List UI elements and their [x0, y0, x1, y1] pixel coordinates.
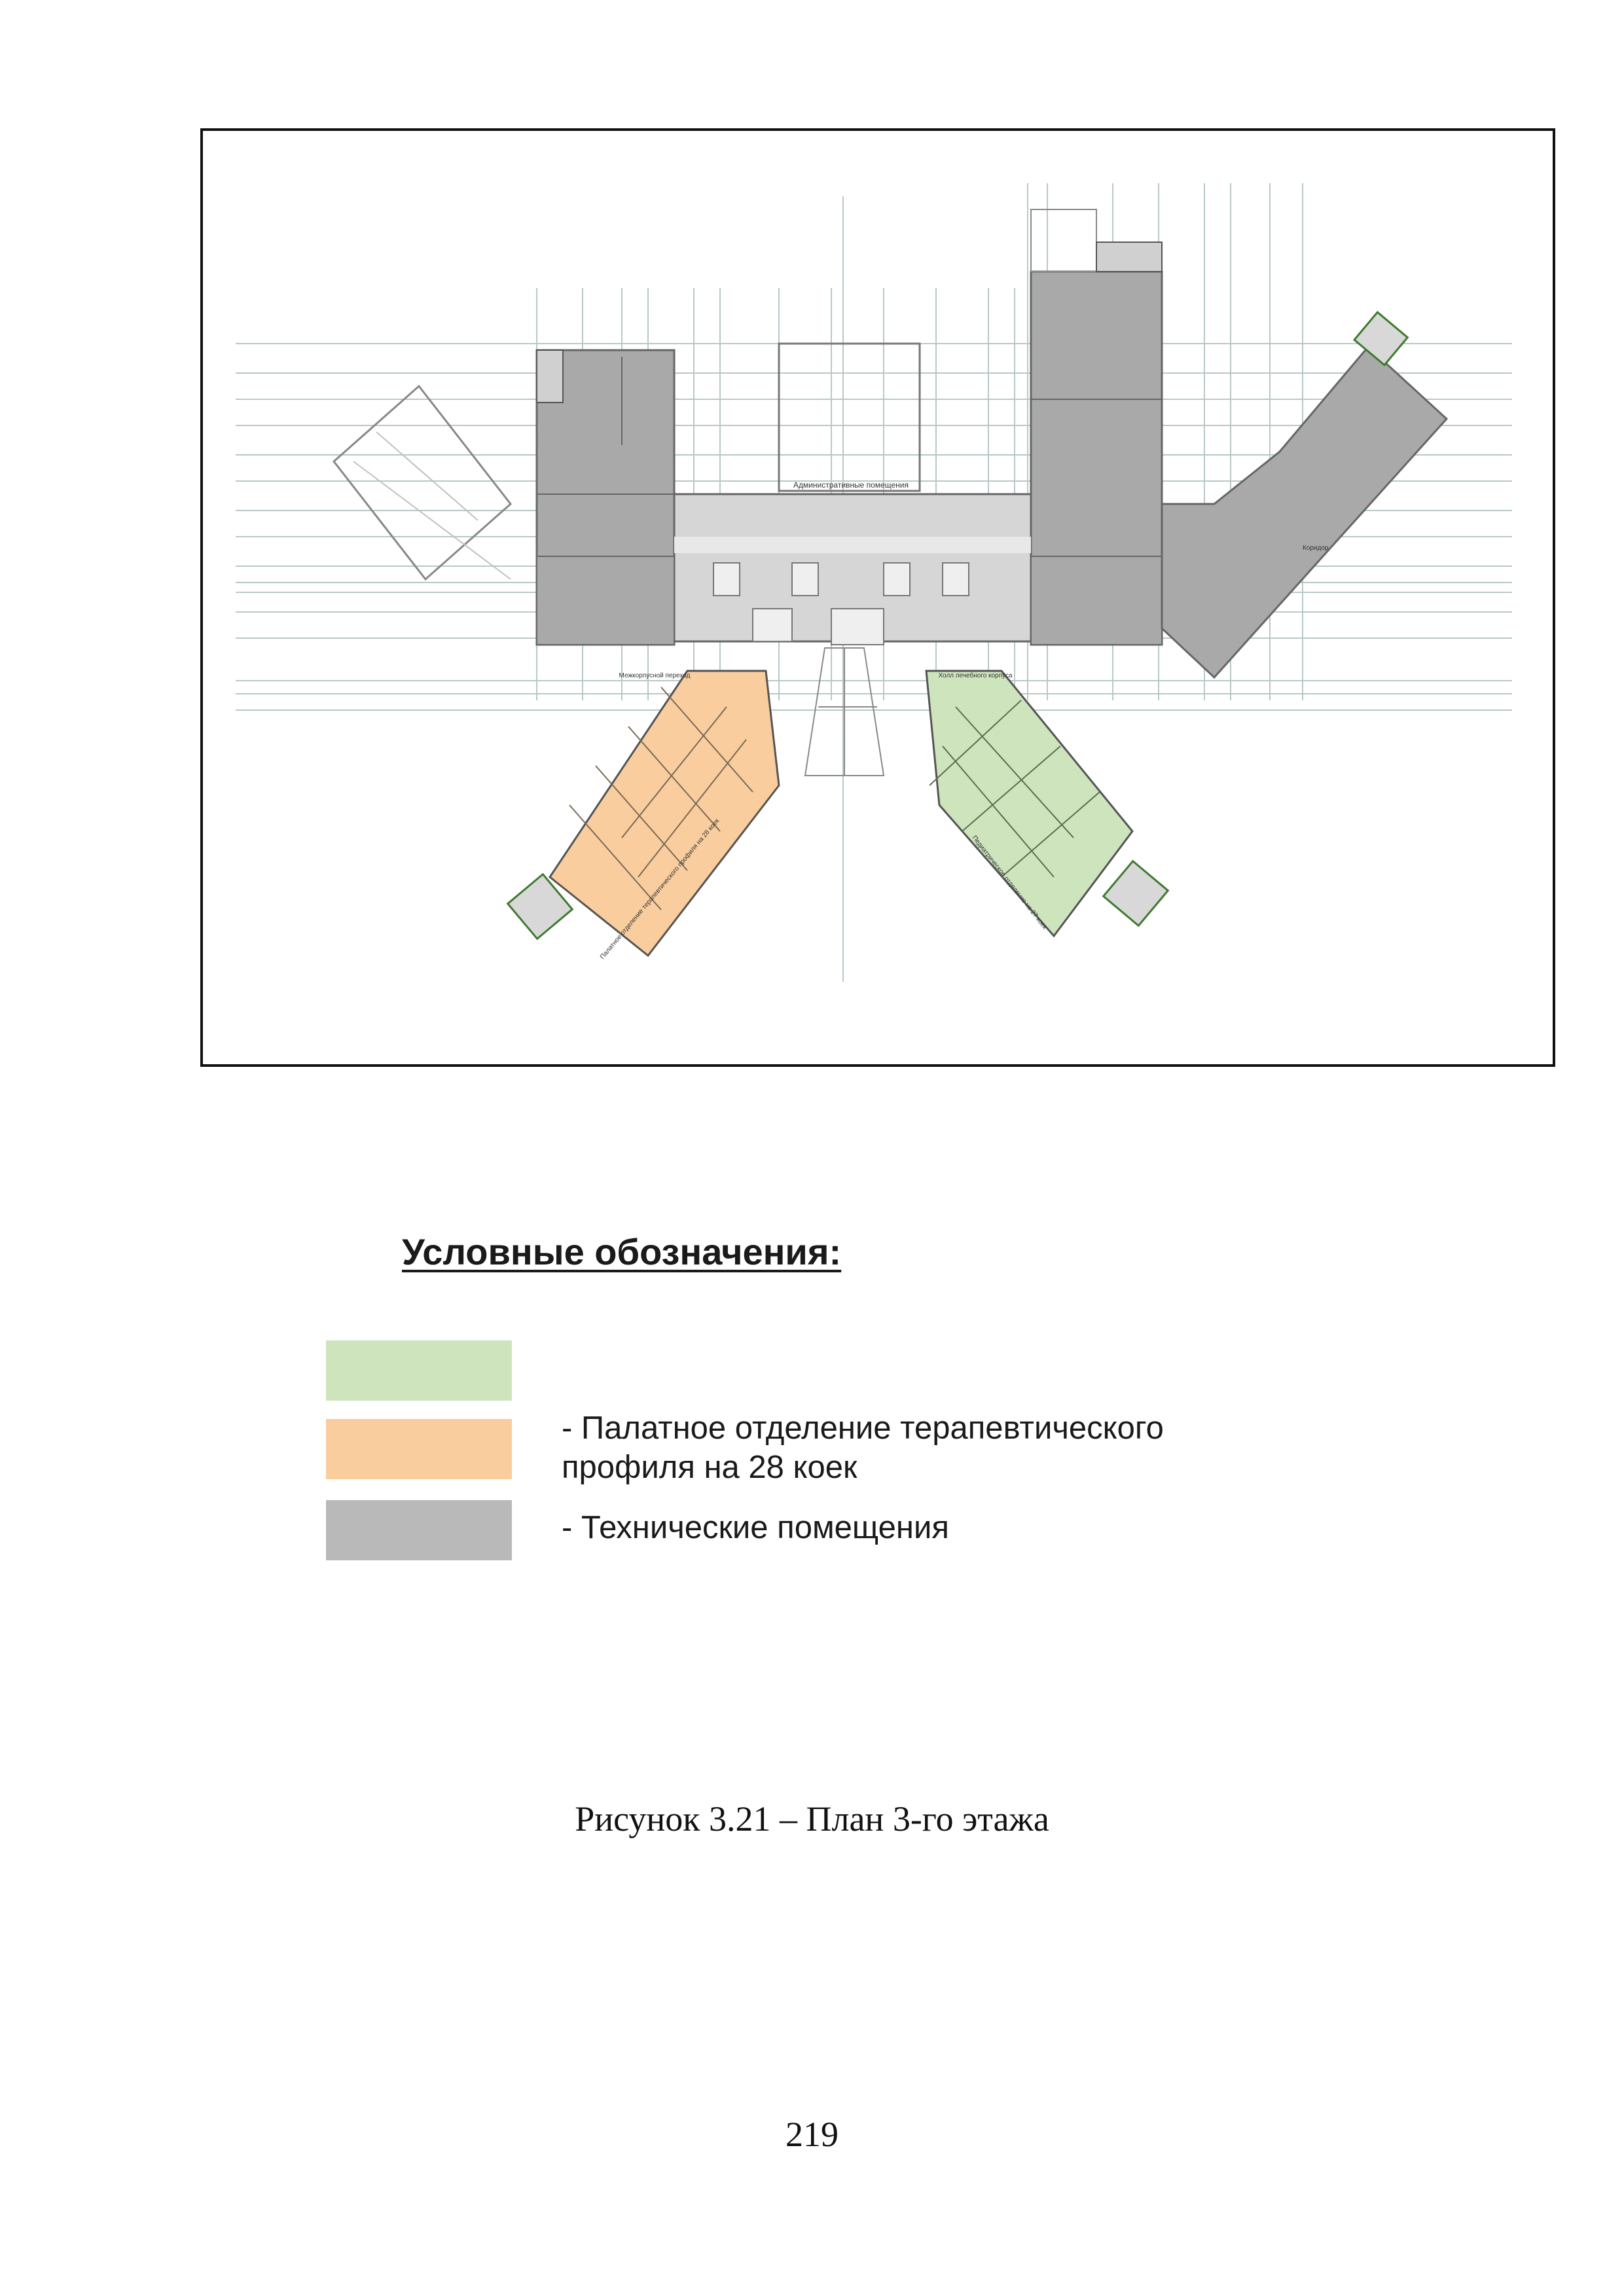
left-orange-ward-wing	[550, 671, 779, 956]
left-outline-wing	[334, 386, 511, 579]
floor-plan-drawing	[203, 131, 1553, 1064]
figure-caption: Рисунок 3.21 – План 3-го этажа	[575, 1799, 1049, 1839]
right-link-label: Холл лечебного корпуса	[938, 672, 1013, 679]
legend-swatch-green	[326, 1340, 512, 1401]
legend-item-orange-label	[562, 1408, 1164, 1487]
right-ward-wing-label: Педиатрическое отделение на 27 коек	[970, 834, 1049, 931]
legend-swatch-orange	[326, 1419, 512, 1479]
legend-item-gray-label: - Технические помещения	[562, 1510, 949, 1545]
legend-item-orange-line2: профиля на 28 коек	[562, 1450, 857, 1485]
admin-wing-label: Административные помещения	[793, 480, 909, 490]
page-number: 219	[785, 2115, 839, 2154]
legend-swatch-gray	[326, 1500, 512, 1560]
legend-item-orange-line1: - Палатное отделение терапевтического	[562, 1410, 1164, 1446]
corridor-label: Коридор	[1303, 545, 1329, 552]
legend-title: Условные обозначения:	[402, 1231, 842, 1272]
left-link-label: Межкорпусной переход	[619, 672, 691, 679]
left-ward-wing-label: Палатное отделение терапевтического профиля на 28 коек	[598, 817, 721, 961]
floor-plan-figure	[200, 128, 1555, 1067]
